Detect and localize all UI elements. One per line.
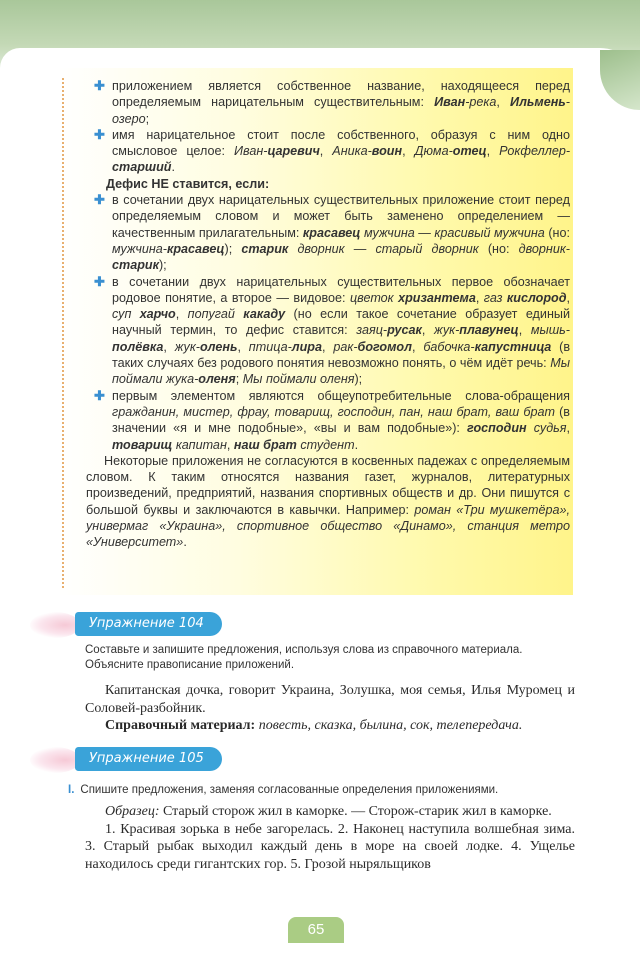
page-number: 65 [288, 917, 344, 943]
exercise-105-body [85, 803, 575, 873]
rule-bullet-2: ✚ имя нарицательное стоит после собственного, образуя с ним одно смысловое целое: Иван-царевич, Аника-воин, Дюма-отец, Рокфеллер-старший. [94, 126, 571, 175]
leaf-decoration [600, 50, 640, 110]
bullet-plus-icon: ✚ [94, 192, 105, 208]
rule-bullet-5: ✚ первым элементом являются общеупотребительные слова-обращения гражданин, мистер, фрау, товарищ, господин, пан, наш брат, ваш брат (в значении «я и мне подобные», «вы и вам подобные»): господин судья, товарищ капитан, наш брат студент. [94, 387, 571, 452]
rule-paragraph: Некоторые приложения не согласуются в косвенных падежах с определяемым словом. К таким относятся названия газет, журналов, литературных произведений, предприятий, названия спортивных обществ и др. Они пишутся с большой буквы и заключаются в кавычки. Например: роман «Три мушкетёра», универмаг «Украина», спортивное общество «Динамо», станция метро «Университет». [86, 453, 570, 550]
rule-bullet-4: ✚ в сочетании двух нарицательных существительных первое обозначает родовое понятие, а второе — видовое: цветок хризантема, газ кислород, суп харчо, попугай какаду (но если такое сочетание образует единый научный термин, то дефис ставится: заяц-русак, жук-плавунец, мышь-полёвка, жук-олень, птица-лира, рак-богомол, бабочка-капустница (в таких случаях без родового понятия невозможно понять, о чём идёт речь: Мы поймали жука-оленя; Мы поймали оленя); [94, 273, 571, 387]
exercise-105-task: I. Спишите предложения, заменяя согласованные определения приложениями. [68, 784, 499, 796]
rule-bullet-3: ✚ в сочетании двух нарицательных существительных приложение стоит перед определяемым словом и может быть заменено определением — качественным прилагательным: красавец мужчина — красивый мужчина (но: мужчина-красавец); старик дворник — старый дворник (но: дворник-старик); [94, 192, 570, 273]
exercise-104-task: Составьте и запишите предложения, используя слова из справочного материала. Объясните правописание приложений. [85, 644, 523, 671]
bullet-plus-icon: ✚ [94, 78, 105, 93]
exercise-105-sentences: 1. Красивая зорька в небе загорелась. 2. Наконец наступила волшебная зима. 3. Старый рыбак выходил каждый день в море на своей лодке. 4. Ущелье находилось среди гигантских гор. 5. Грозой ныряльщиков [85, 821, 575, 872]
exercise-104-text: Капитанская дочка, говорит Украина, Золушка, моя семья, Илья Муромец и Соловей-разбойник. [85, 683, 575, 716]
bullet-plus-icon: ✚ [94, 273, 105, 289]
exercise-104-label: Упражнение 104 [75, 612, 222, 636]
bullet-plus-icon: ✚ [94, 126, 105, 142]
exercise-105-sample: Образец: Старый сторож жил в каморке. — Сторож-старик жил в каморке. [105, 804, 552, 819]
exercise-104-reference: Справочный материал: повесть, сказка, былина, сок, телепередача. [105, 718, 523, 733]
rule-dotted-border [62, 78, 70, 588]
exercise-104-body [85, 682, 575, 735]
rule-bullet-1: ✚ приложением является собственное название, находящееся перед определяемым нарицательным существительным: Иван-река, Ильмень-озеро; [94, 78, 570, 126]
feather-icon [30, 612, 80, 638]
bullet-plus-icon: ✚ [94, 387, 105, 403]
exercise-105-label: Упражнение 105 [75, 747, 222, 771]
feather-icon [30, 747, 80, 773]
rule-heading-no-hyphen: Дефис НЕ ставится, если: [106, 176, 270, 191]
rule-text [86, 78, 570, 551]
